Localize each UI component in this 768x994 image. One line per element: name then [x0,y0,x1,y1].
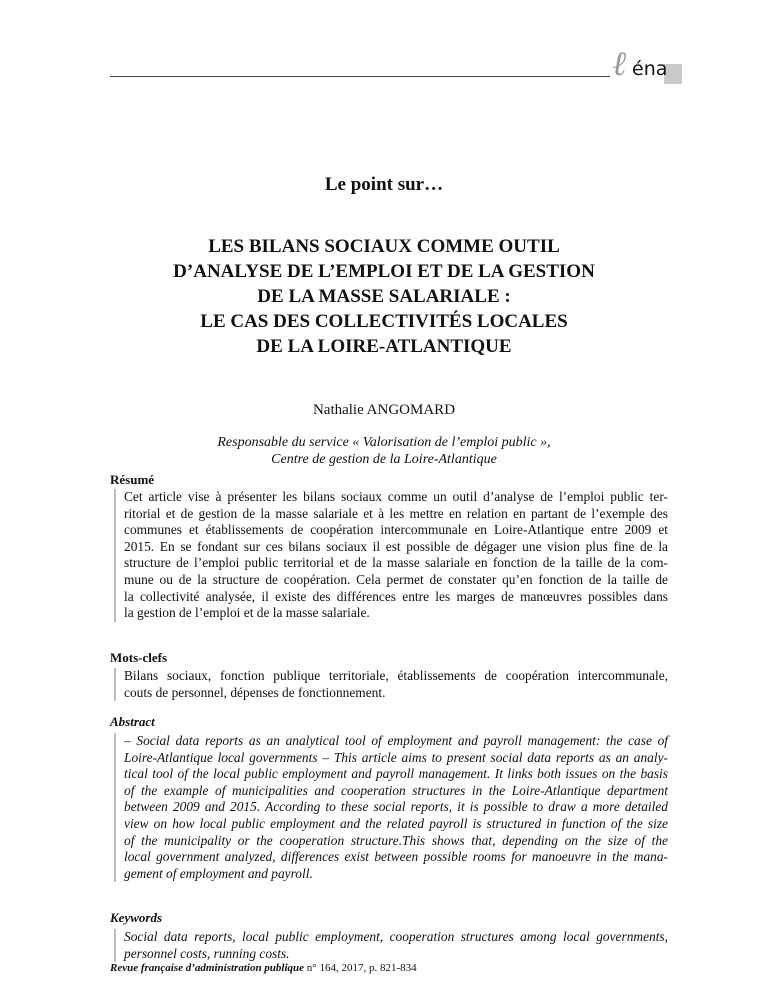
affiliation-line: Centre de gestion de la Loire-Atlantique [271,452,497,467]
text-line: personnel costs, running costs. [124,945,290,961]
section-heading: Keywords [110,910,162,925]
title-line: DE LA LOIRE-ATLANTIQUE [256,336,512,357]
title-line: DE LA MASSE SALARIALE : [257,286,511,307]
text-line: Bilans sociaux, fonction publique territoriale, établissements de coopération intercommunale, [124,668,668,683]
logo-ena-text: éna [632,58,668,80]
text-line: of the municipality or the cooperation structure.This shows that, depending on the size of the [124,832,668,848]
journal-name: Revue française d’administration publique [110,962,305,974]
article-title [0,234,768,359]
text-line: 2015. En se fondant sur ces bilans sociaux il est possible de dégager une vision plus fine de la [124,538,668,554]
issue-info: n° 164, 2017, p. 821-834 [304,962,417,974]
ena-logo [612,46,682,92]
text-line: tical tool of the local public employment and payroll management. It links both issues on the basis [124,766,668,782]
author-affiliation [0,434,768,468]
text-line: of the example of municipalities and cooperation structures in the Loire-Atlantique department [124,782,668,798]
text-line: gement of employment and payroll. [124,865,313,881]
text-line: couts de personnel, dépenses de fonctionnement. [124,684,386,700]
section-body [114,489,668,622]
text-line: Cet article vise à présenter les bilans sociaux comme un outil d’analyse de l’emploi public ter- [124,489,668,504]
section-kicker: Le point sur… [324,174,444,195]
section-heading: Mots-clefs [110,650,168,665]
section-body [114,929,668,962]
section-body [114,733,668,882]
section-heading: Résumé [110,472,155,487]
text-line: local government analyzed, differences exist between possible rooms for manoeuvre in the mana- [124,849,668,865]
logo-script-l: ℓ [612,46,627,83]
text-line: ritorial et de gestion de la masse salariale et à les mettre en relation en partant de l’exemple des [124,505,668,521]
title-line: D’ANALYSE DE L’EMPLOI ET DE LA GESTION [173,261,595,282]
text-line: la collectivité analysée, il existe des différences entre les marges de manœuvres possibles dans [124,588,668,604]
header-rule [110,76,610,77]
footer-citation [110,962,417,974]
author-name: Nathalie ANGOMARD [312,402,456,418]
text-line: Social data reports, local public employment, cooperation structures among local governments, [124,929,668,944]
title-line: LES BILANS SOCIAUX COMME OUTIL [208,236,560,257]
text-line: communes et établissements de coopération intercommunale en Loire-Atlantique entre 2009 et [124,522,668,538]
section-body [114,668,668,701]
section-heading: Abstract [110,714,155,729]
text-line: mune ou de la structure de coopération. Cela permet de constater qu’en fonction de la taille de [124,571,668,587]
text-line: view on how local public employment and the related payroll is structured in function of the size [124,815,668,831]
text-line: – Social data reports as an analytical tool of employment and payroll management: the case of [124,733,668,748]
affiliation-line: Responsable du service « Valorisation de l’emploi public », [217,435,551,450]
text-line: between 2009 and 2015. According to these social reports, it is possible to draw a more detailed [124,799,668,815]
text-line: structure de l’emploi public territorial et de la masse salariale en fonction de la taille de la com- [124,555,668,571]
text-line: Loire-Atlantique local governments – This article aims to present social data reports as an analy- [124,749,668,765]
text-line: la gestion de l’emploi et de la masse salariale. [124,605,370,621]
title-line: LE CAS DES COLLECTIVITÉS LOCALES [200,311,568,332]
